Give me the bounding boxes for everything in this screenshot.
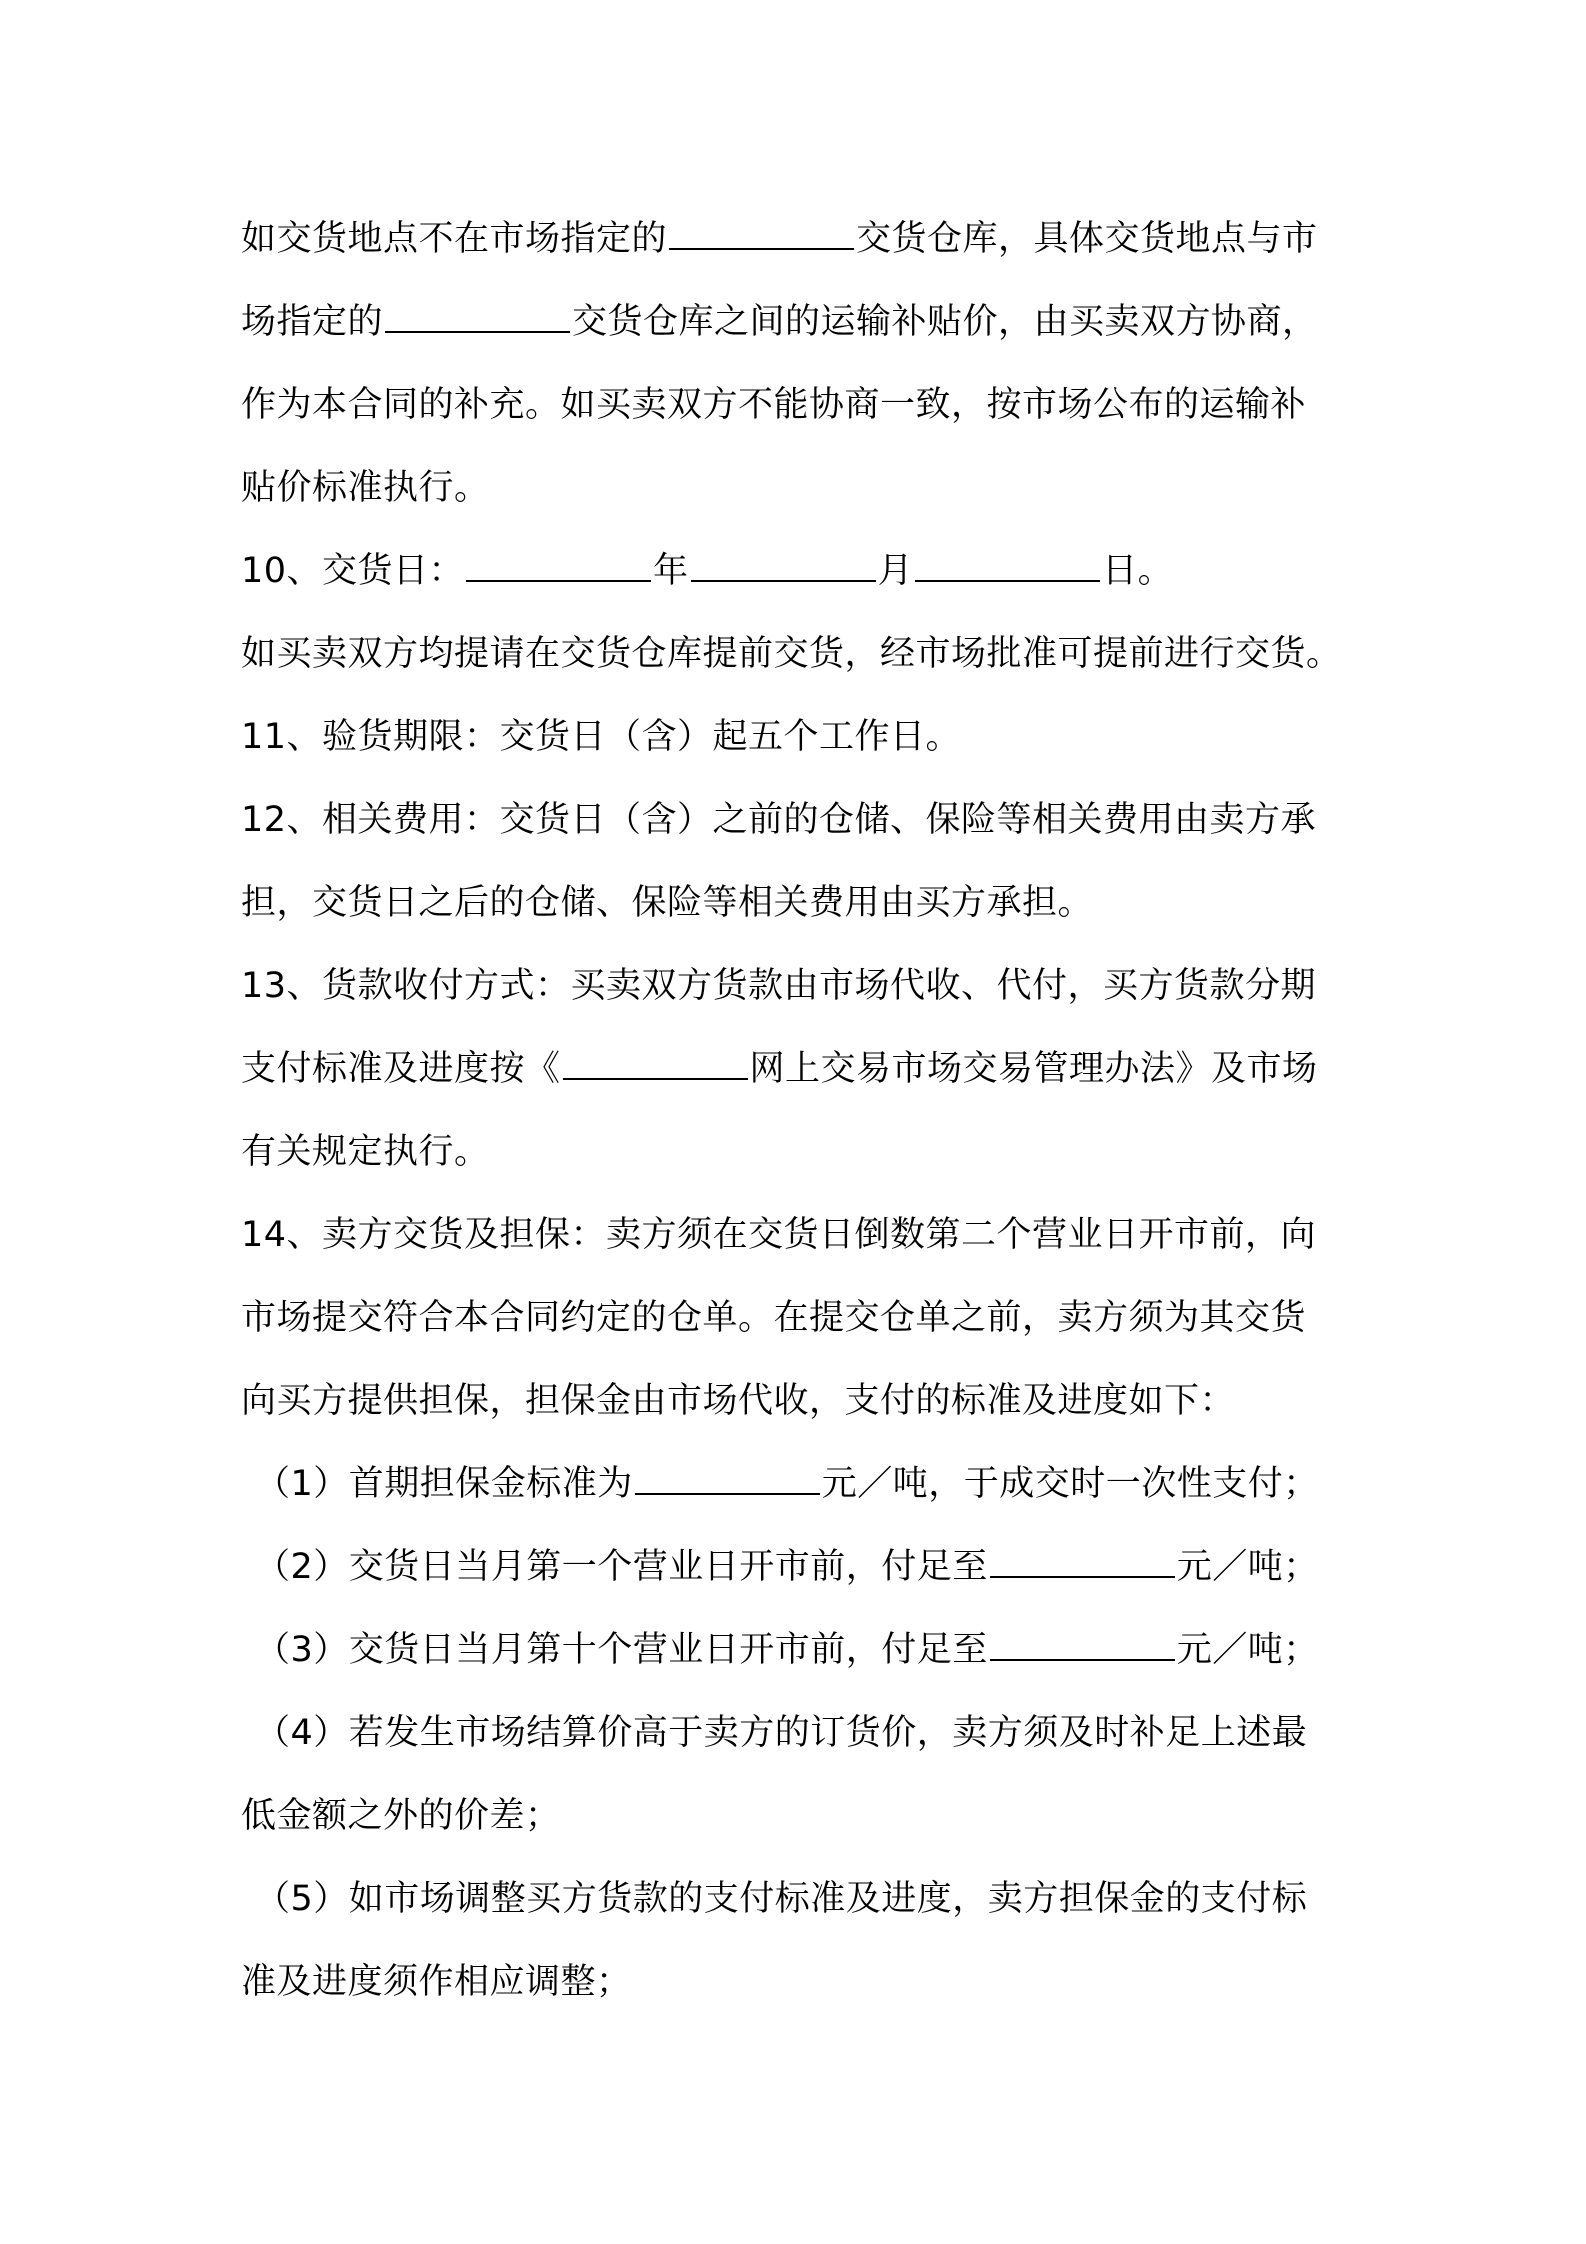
text-segment: 元／吨； — [1176, 1547, 1319, 1587]
sub-item-4 — [241, 1692, 1381, 1775]
text-segment: 日。 — [1102, 551, 1174, 591]
text-line — [241, 364, 1381, 447]
text-segment: （4）若发生市场结算价高于卖方的订货价，卖方须及时补足上述最 — [255, 1713, 1308, 1753]
text-line — [241, 1028, 1381, 1111]
fill-blank — [990, 1536, 1175, 1578]
text-segment: 交货仓库之间的运输补贴价，由买卖双方协商， — [572, 302, 1318, 342]
clause-10-delivery-date — [241, 530, 1381, 613]
text-segment: 低金额之外的价差； — [241, 1796, 561, 1836]
text-segment: 年 — [653, 551, 689, 591]
fill-blank — [669, 208, 854, 250]
text-segment: 11、验货期限：交货日（含）起五个工作日。 — [241, 717, 962, 757]
text-segment: 贴价标准执行。 — [241, 468, 490, 508]
text-line — [241, 281, 1381, 364]
clause-12-related-fees — [241, 779, 1381, 862]
text-segment: 如交货地点不在市场指定的 — [241, 219, 668, 259]
text-segment: 14、卖方交货及担保：卖方须在交货日倒数第二个营业日开市前，向 — [241, 1215, 1317, 1255]
clause-13-payment-method — [241, 945, 1381, 1028]
fill-blank — [563, 1038, 748, 1080]
text-segment: 元／吨； — [1176, 1630, 1319, 1670]
text-segment: 网上交易市场交易管理办法》及市场 — [749, 1049, 1318, 1089]
text-segment: 如买卖双方均提请在交货仓库提前交货，经市场批准可提前进行交货。 — [241, 634, 1342, 674]
text-segment: 担，交货日之后的仓储、保险等相关费用由买方承担。 — [241, 883, 1094, 923]
text-segment: 12、相关费用：交货日（含）之前的仓储、保险等相关费用由卖方承 — [241, 800, 1317, 840]
text-segment: 13、货款收付方式：买卖双方货款由市场代收、代付，买方货款分期 — [241, 966, 1317, 1006]
text-line — [241, 613, 1381, 696]
fill-blank-year — [466, 540, 651, 582]
fill-blank — [385, 291, 570, 333]
text-line — [241, 447, 1381, 530]
text-segment: （1）首期担保金标准为 — [255, 1464, 633, 1504]
text-line — [241, 862, 1381, 945]
sub-item-5 — [241, 1858, 1381, 1941]
text-segment: 支付标准及进度按《 — [241, 1049, 561, 1089]
text-line — [241, 1360, 1381, 1443]
text-segment: 10、交货日： — [241, 551, 465, 591]
text-segment: 向买方提供担保，担保金由市场代收，支付的标准及进度如下： — [241, 1381, 1236, 1421]
text-line — [241, 1941, 1381, 2024]
contract-text-body — [241, 198, 1381, 2024]
clause-14-seller-delivery-guarantee — [241, 1194, 1381, 1277]
text-segment: 准及进度须作相应调整； — [241, 1962, 632, 2002]
text-segment: 场指定的 — [241, 302, 384, 342]
text-segment: 市场提交符合本合同约定的仓单。在提交仓单之前，卖方须为其交货 — [241, 1298, 1307, 1338]
fill-blank — [635, 1453, 820, 1495]
text-segment: 月 — [877, 551, 914, 591]
fill-blank-month — [691, 540, 876, 582]
clause-11-inspection-period — [241, 696, 1381, 779]
text-segment: 作为本合同的补充。如买卖双方不能协商一致，按市场公布的运输补 — [241, 385, 1307, 425]
fill-blank-day — [915, 540, 1100, 582]
sub-item-1 — [241, 1443, 1381, 1526]
text-segment: （5）如市场调整买方货款的支付标准及进度，卖方担保金的支付标 — [255, 1879, 1308, 1919]
text-segment: 交货仓库，具体交货地点与市 — [856, 219, 1318, 259]
text-segment: （2）交货日当月第一个营业日开市前，付足至 — [255, 1547, 988, 1587]
text-segment: 有关规定执行。 — [241, 1132, 490, 1172]
fill-blank — [990, 1619, 1175, 1661]
text-line — [241, 1277, 1381, 1360]
text-line — [241, 1775, 1381, 1858]
text-line — [241, 198, 1381, 281]
sub-item-3 — [241, 1609, 1381, 1692]
text-segment: （3）交货日当月第十个营业日开市前，付足至 — [255, 1630, 988, 1670]
text-segment: 元／吨，于成交时一次性支付； — [821, 1464, 1319, 1504]
sub-item-2 — [241, 1526, 1381, 1609]
text-line — [241, 1111, 1381, 1194]
